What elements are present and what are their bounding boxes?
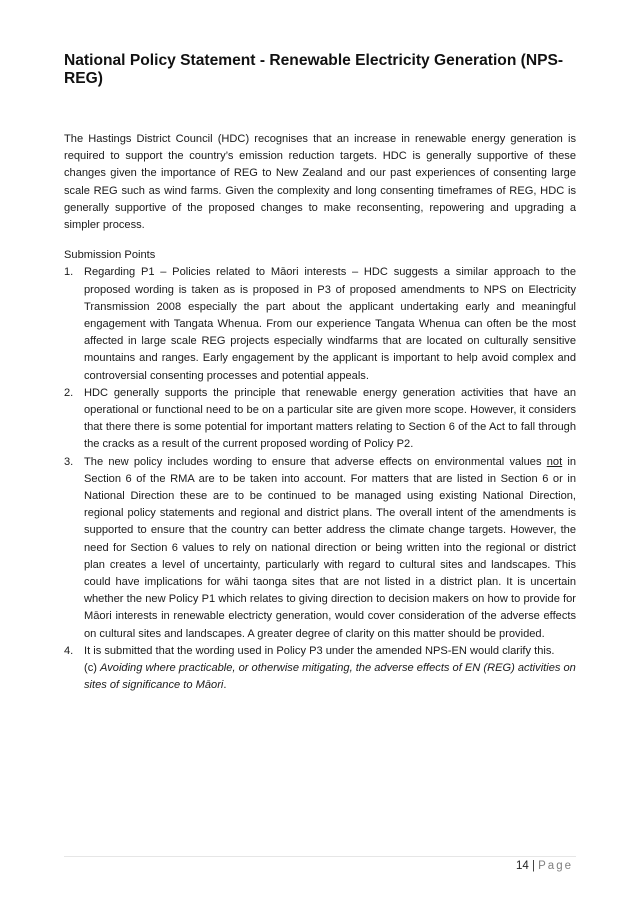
list-item-text-part: in Section 6 of the RMA are to be taken into account. For matters that are listed in Section 6 or in National Direction these are to be continued to be managed using existing National Direction, regional policy statements and regional and district plans. The overall intent of the amendments is supported to ensure that the country can better address the climate change targets. However, the need for Section 6 values to rely on national direction or being written into the regional or district plan creates a level of uncertainty, particularly with regard to cultural sites and landscapes. This could have implications for wāhi taonga sites that are not listed in a district plan. It is uncertain whether the new Policy P1 which relates to giving direction to decision makers on how to provide for Māori interests in renewable electricty generation, would cover consideration of the adverse effects on cultural sites and landscapes. A greater degree of clarity on this matter should be provided. xyxy=(84,455,576,640)
list-item-text-part: It is submitted that the wording used in Policy P3 under the amended NPS-EN would clarify this. xyxy=(84,644,555,657)
intro-paragraph: The Hastings District Council (HDC) recognises that an increase in renewable energy generation is required to support the country’s emission reduction targets. HDC is generally supportive of these changes given the importance of REG to New Zealand and our past experiences of consenting large scale REG such as wind farms. Given the complexity and long consenting timeframes of REG, HDC is generally supportive of the proposed changes to make reconsenting, repowering and upgrading a simpler process. xyxy=(64,133,576,232)
document-title: National Policy Statement - Renewable Electricity Generation (NPS-REG) xyxy=(64,52,564,87)
quote-end: . xyxy=(223,679,227,692)
list-number: 2. xyxy=(64,386,74,399)
underlined-word: not xyxy=(546,455,563,468)
list-item-text: Regarding P1 – Policies related to Māori interests – HDC suggests a similar approach to the proposed wording is taken as is proposed in P3 of proposed amendments to NPS on Electricity Transmission 2008 especially the part about the applicant undertaking early and meaningful engagement with Tangata Whenua. From our experience Tangata Whenua can often be the most affected in large scale REG projects especially windfarms that are located on culturally sensitive mountains and ranges. Early engagement by the applicant is important to help avoid complex and controversial consenting processes and potential appeals. xyxy=(84,266,576,382)
list-item xyxy=(64,643,576,695)
list-item xyxy=(64,454,576,643)
quoted-policy-text: Avoiding where practicable, or otherwise mitigating, the adverse effects of EN (REG) activities on sites of significance to Māori xyxy=(84,662,576,692)
document-page xyxy=(64,52,576,695)
list-number: 1. xyxy=(64,266,74,279)
submission-points-list xyxy=(64,264,576,694)
list-item-text-part: The new policy includes wording to ensure that adverse effects on environmental values xyxy=(84,455,547,468)
footer-divider xyxy=(64,856,576,857)
page-footer xyxy=(516,858,573,874)
list-item-text xyxy=(84,643,576,695)
list-item xyxy=(64,385,576,454)
footer-separator: | xyxy=(528,860,539,872)
page-number: 14 xyxy=(515,860,529,872)
list-number: 3. xyxy=(64,455,74,468)
quote-label: (c) xyxy=(84,662,101,675)
list-item xyxy=(64,264,576,384)
list-number: 4. xyxy=(64,644,74,657)
submission-points-heading: Submission Points xyxy=(64,249,156,262)
list-item-text xyxy=(84,454,576,643)
page-label: Page xyxy=(538,860,573,872)
list-item-text: HDC generally supports the principle that renewable energy generation activities that have an operational or functional need to be on a particular site are given more scope. However, it considers that there there is some potential for important matters relating to Section 6 of the Act to fall through the cracks as a result of the current proposed wording of Policy P2. xyxy=(84,386,576,451)
